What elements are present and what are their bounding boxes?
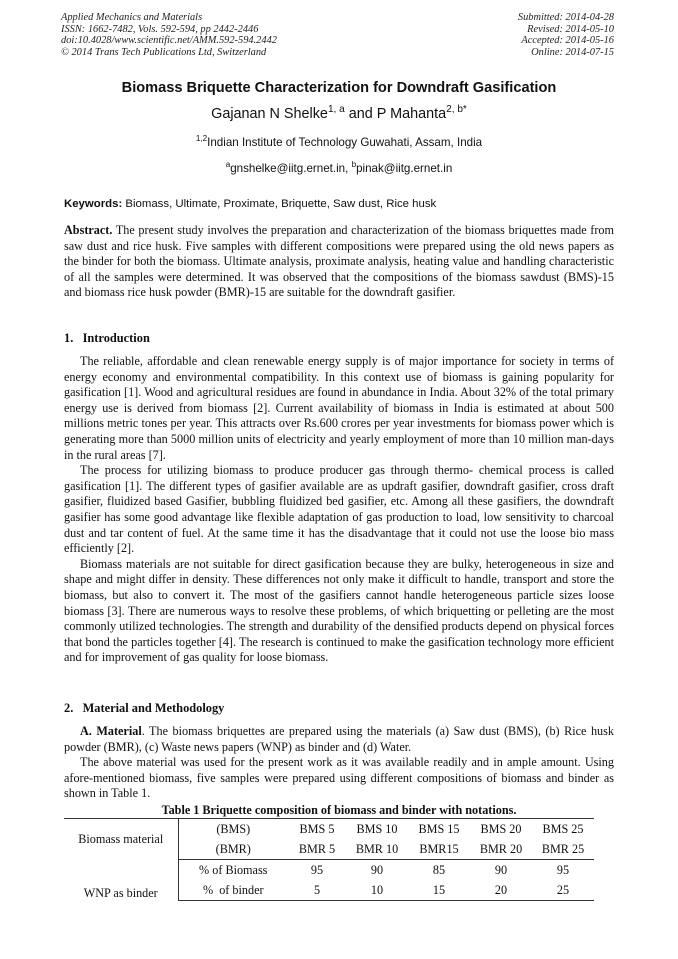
journal-copyright: © 2014 Trans Tech Publications Ltd, Switzerland bbox=[61, 46, 267, 58]
table-cell: 90 bbox=[470, 860, 532, 881]
table-cell: (BMS) bbox=[178, 819, 288, 840]
method-paragraph-1: . The biomass briquettes are prepared using the materials (a) Saw dust (BMS), (b) Rice husk powder (BMR), (c) Waste news papers (WNP) as binder and (d) Water. bbox=[64, 724, 614, 754]
table-row bbox=[64, 819, 594, 840]
author-1-sup: 1, a bbox=[327, 104, 345, 116]
date-accepted: Accepted: 2014-05-16 bbox=[521, 35, 614, 47]
author-2: P Mahanta bbox=[376, 106, 447, 122]
abstract-text: The present study involves the preparation and characterization of the biomass briquettes made from saw dust and rice husk. Five samples with different compositions were prepared using the old news papers as the binder for both the biomass. Ultimate analysis, proximate analysis, heating value and handling characteristic of all the samples were determined. It was observed that the compositions of the biomass sawdust (BMS)-15 and biomass rice husk powder (BMR)-15 are suitable for the downdraft gasifier. bbox=[64, 223, 614, 300]
intro-paragraph-2: The process for utilizing biomass to produce producer gas through thermo- chemical process is called gasification [1]. The different types of gasifier available are as updraft gasifier, downdraft gasifier, cross draft gasifier, fluidized based Gasifier, bubbling fluidized bed gasifier, etc. Among all these gasifiers, the downdraft gasifier has some good advantage like flexible adaptation of gas production to load, low sensitivity to charcoal dust and tar content of fuel. At the same time it has the disadvantage that it could not use the loose bio mass efficiently [2]. bbox=[64, 463, 614, 556]
section-methodology bbox=[64, 724, 614, 802]
table-cell: 10 bbox=[346, 880, 408, 901]
material-subheading: A. Material bbox=[80, 724, 142, 738]
journal-header-left bbox=[61, 12, 277, 58]
table-cell: BMR 10 bbox=[355, 841, 399, 856]
table-cell: 95 bbox=[288, 860, 346, 881]
table-caption: Table 1 Briquette composition of biomass and binder with notations. bbox=[161, 803, 517, 817]
table-cell: 15 bbox=[408, 880, 470, 901]
table-cell: % of Biomass bbox=[178, 860, 288, 881]
intro-paragraph-3: Biomass materials are not suitable for direct gasification because they are bulky, heterogeneous in size and shape and might differ in density. These differences not only make it difficult to handle, transport and store the biomass, but also to convert it. The most of the gasifiers cannot handle heterogeneous particle sizes loose biomass [3]. There are numerous ways to resolve these problems, of which briquetting or pelleting are the most commonly utilized technologies. The strength and durability of the densified products depend on physical forces that bond the particles together [4]. The research is continued to make the gasification technology more efficient and for improvement of gas quality for loose biomass. bbox=[64, 556, 614, 665]
table-cell: 95 bbox=[532, 860, 594, 881]
keywords-label: Keywords: bbox=[64, 198, 123, 210]
author-1: Gajanan N Shelke bbox=[211, 106, 328, 122]
table-cell: 90 bbox=[346, 860, 408, 881]
table-cell: BMS 5 bbox=[288, 819, 346, 840]
table-cell: (BMR) bbox=[215, 841, 251, 856]
author-2-sup: 2, b* bbox=[446, 104, 467, 116]
journal-issn: ISSN: 1662-7482, Vols. 592-594, pp 2442-2446 bbox=[61, 23, 259, 35]
email-b-sup: b bbox=[351, 160, 357, 170]
table-cell: BMS 25 bbox=[532, 819, 594, 840]
row-label-binder: WNP as binder bbox=[64, 860, 178, 901]
author-line bbox=[0, 106, 678, 122]
table-cell: % of binder bbox=[178, 880, 288, 901]
abstract bbox=[64, 223, 614, 301]
composition-table bbox=[64, 818, 594, 901]
table-cell: 25 bbox=[532, 880, 594, 901]
table-cell: 5 bbox=[288, 880, 346, 901]
table-cell: BMR15 bbox=[419, 841, 459, 856]
section-heading-introduction: 1. Introduction bbox=[64, 331, 150, 345]
journal-name: Applied Mechanics and Materials bbox=[61, 12, 203, 23]
intro-paragraph-1: The reliable, affordable and clean renewable energy supply is of major importance for society in terms of energy economy and environmental compatibility. In this context use of biomass is gaining popularity for gasification [1]. Wood and agricultural residues are found in abundance in India. About 32% of the total primary energy use is derived from biomass [2]. Current availability of biomass in India is estimated at about 500 millions metric tones per year. This attracts over Rs.600 crores per year investments for biomass power which is generating more than 5000 million units of electricity and yearly employment of more than 10 million man-days in the rural areas [7]. bbox=[64, 354, 614, 462]
section-heading-methodology: 2. Material and Methodology bbox=[64, 701, 225, 715]
table-cell: 20 bbox=[470, 880, 532, 901]
table-cell: BMR 20 bbox=[479, 841, 523, 856]
table-cell: BMS 10 bbox=[346, 819, 408, 840]
date-revised: Revised: 2014-05-10 bbox=[527, 23, 614, 35]
email-b: pinak@iitg.ernet.in bbox=[356, 162, 453, 175]
table-cell: BMR 5 bbox=[298, 841, 336, 856]
row-label-biomass: Biomass material bbox=[64, 819, 178, 860]
keywords bbox=[64, 198, 614, 210]
abstract-label: Abstract. bbox=[64, 223, 113, 237]
affiliation-sup: 1,2 bbox=[195, 134, 208, 144]
method-paragraph-2: The above material was used for the present work as it was available readily and in ample amount. Using afore-mentioned biomass, five samples were prepared using different compositions of biomass and binder as shown in Table 1. bbox=[64, 755, 614, 801]
section-introduction bbox=[64, 354, 614, 666]
table-cell: 85 bbox=[408, 860, 470, 881]
email-a-sup: a bbox=[225, 160, 231, 170]
journal-doi: doi:10.4028/www.scientific.net/AMM.592-594.2442 bbox=[61, 35, 277, 47]
table-cell: BMS 20 bbox=[470, 819, 532, 840]
table-row bbox=[64, 860, 594, 881]
paper-title: Biomass Briquette Characterization for Downdraft Gasification bbox=[121, 80, 557, 96]
journal-header-right bbox=[518, 12, 614, 58]
affiliation bbox=[0, 136, 678, 149]
table-cell: BMR 25 bbox=[541, 841, 585, 856]
table-cell: BMS 15 bbox=[408, 819, 470, 840]
date-submitted: Submitted: 2014-04-28 bbox=[517, 12, 614, 23]
date-online: Online: 2014-07-15 bbox=[531, 46, 614, 58]
author-emails bbox=[0, 162, 678, 175]
email-a: gnshelke@iitg.ernet.in, bbox=[230, 162, 352, 175]
affiliation-text: Indian Institute of Technology Guwahati, Assam, India bbox=[207, 136, 483, 149]
author-and: and bbox=[344, 106, 377, 122]
keywords-text: Biomass, Ultimate, Proximate, Briquette, Saw dust, Rice husk bbox=[122, 198, 437, 210]
